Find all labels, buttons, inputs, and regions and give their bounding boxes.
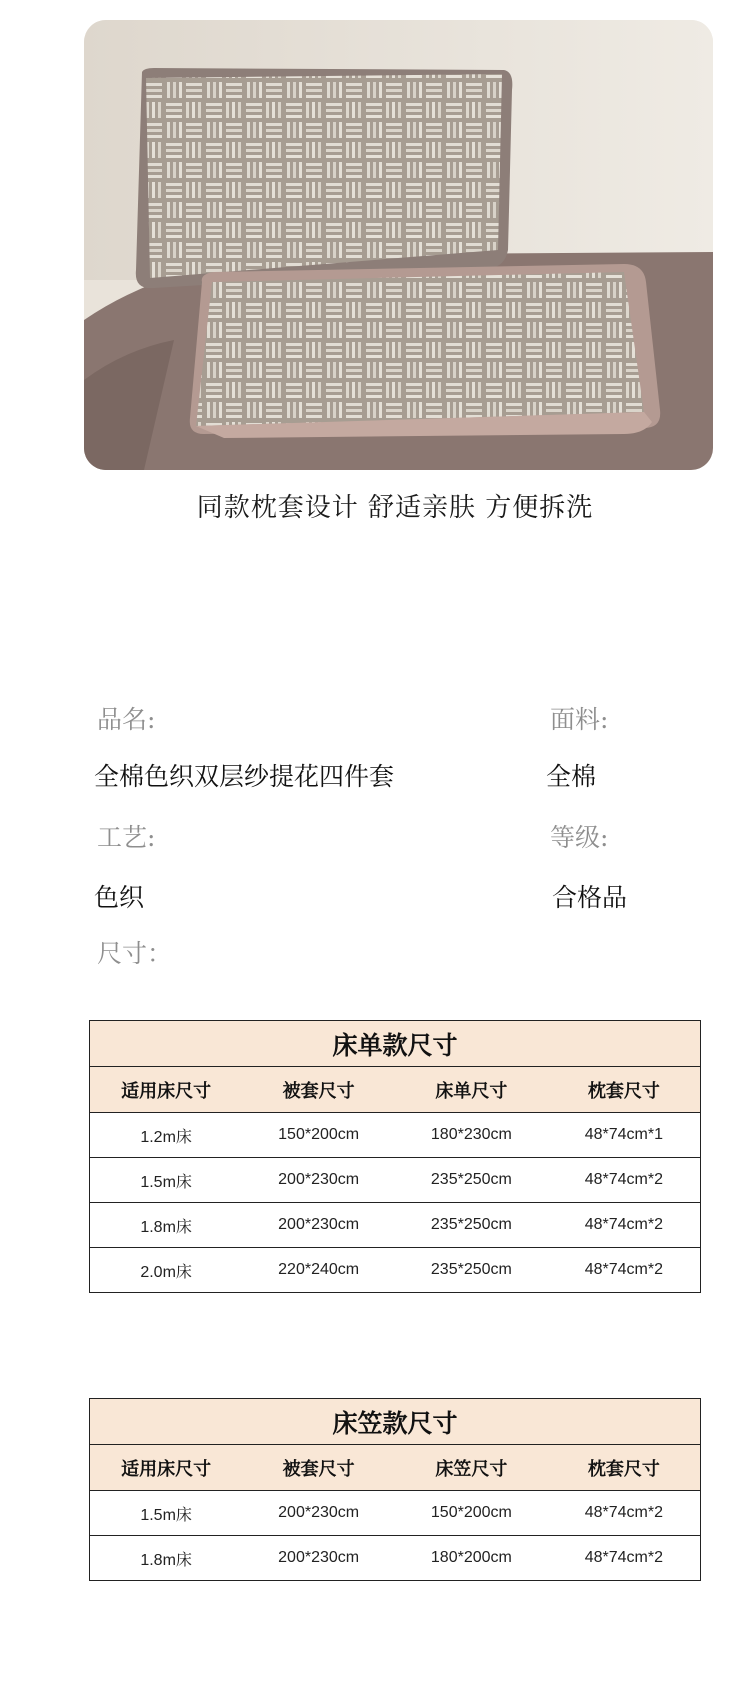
product-photo bbox=[84, 20, 713, 470]
table-row bbox=[90, 1158, 701, 1203]
column-header: 枕套尺寸 bbox=[548, 1067, 701, 1113]
fitted-sheet-size-table bbox=[89, 1398, 701, 1581]
table-cell: 48*74cm*2 bbox=[548, 1203, 701, 1248]
table-cell: 200*230cm bbox=[242, 1158, 395, 1203]
table-cell: 48*74cm*1 bbox=[548, 1113, 701, 1158]
table-cell: 1.8m床 bbox=[90, 1203, 243, 1248]
table-cell: 1.5m床 bbox=[90, 1158, 243, 1203]
column-header: 枕套尺寸 bbox=[548, 1445, 701, 1491]
table-row bbox=[90, 1248, 701, 1293]
pillow-illustration bbox=[84, 20, 713, 470]
table-cell: 220*240cm bbox=[242, 1248, 395, 1293]
column-header: 适用床尺寸 bbox=[90, 1067, 243, 1113]
table-cell: 1.8m床 bbox=[90, 1536, 243, 1581]
table-cell: 180*200cm bbox=[395, 1536, 548, 1581]
table-cell: 150*200cm bbox=[395, 1491, 548, 1536]
table-cell: 48*74cm*2 bbox=[548, 1248, 701, 1293]
photo-caption: 同款枕套设计 舒适亲肤 方便拆洗 bbox=[196, 493, 594, 523]
sheet-size-table bbox=[89, 1020, 701, 1293]
table-cell: 48*74cm*2 bbox=[548, 1491, 701, 1536]
grade-value: 合格品 bbox=[552, 883, 628, 912]
table-cell: 235*250cm bbox=[395, 1203, 548, 1248]
column-header: 床笠尺寸 bbox=[395, 1445, 548, 1491]
column-header: 适用床尺寸 bbox=[90, 1445, 243, 1491]
size-label: 尺寸： bbox=[97, 939, 173, 968]
table-cell: 2.0m床 bbox=[90, 1248, 243, 1293]
table-row bbox=[90, 1113, 701, 1158]
column-header: 被套尺寸 bbox=[242, 1445, 395, 1491]
table-cell: 200*230cm bbox=[242, 1203, 395, 1248]
table-cell: 200*230cm bbox=[242, 1491, 395, 1536]
table-cell: 200*230cm bbox=[242, 1536, 395, 1581]
table-cell: 48*74cm*2 bbox=[548, 1158, 701, 1203]
name-value: 全棉色织双层纱提花四件套 bbox=[94, 762, 395, 791]
table-title: 床笠款尺寸 bbox=[90, 1399, 701, 1445]
table-cell: 235*250cm bbox=[395, 1248, 548, 1293]
fabric-value: 全棉 bbox=[546, 762, 597, 791]
table-cell: 1.2m床 bbox=[90, 1113, 243, 1158]
column-header: 床单尺寸 bbox=[395, 1067, 548, 1113]
fabric-label: 面料: bbox=[550, 705, 609, 734]
craft-label: 工艺: bbox=[97, 823, 156, 852]
table-cell: 1.5m床 bbox=[90, 1491, 243, 1536]
name-label: 品名: bbox=[97, 705, 156, 734]
table-cell: 150*200cm bbox=[242, 1113, 395, 1158]
grade-label: 等级: bbox=[550, 823, 609, 852]
column-header: 被套尺寸 bbox=[242, 1067, 395, 1113]
craft-value: 色织 bbox=[94, 883, 145, 912]
table-row bbox=[90, 1491, 701, 1536]
table-row bbox=[90, 1203, 701, 1248]
table-cell: 235*250cm bbox=[395, 1158, 548, 1203]
table-cell: 48*74cm*2 bbox=[548, 1536, 701, 1581]
table-cell: 180*230cm bbox=[395, 1113, 548, 1158]
table-row bbox=[90, 1536, 701, 1581]
table-title: 床单款尺寸 bbox=[90, 1021, 701, 1067]
